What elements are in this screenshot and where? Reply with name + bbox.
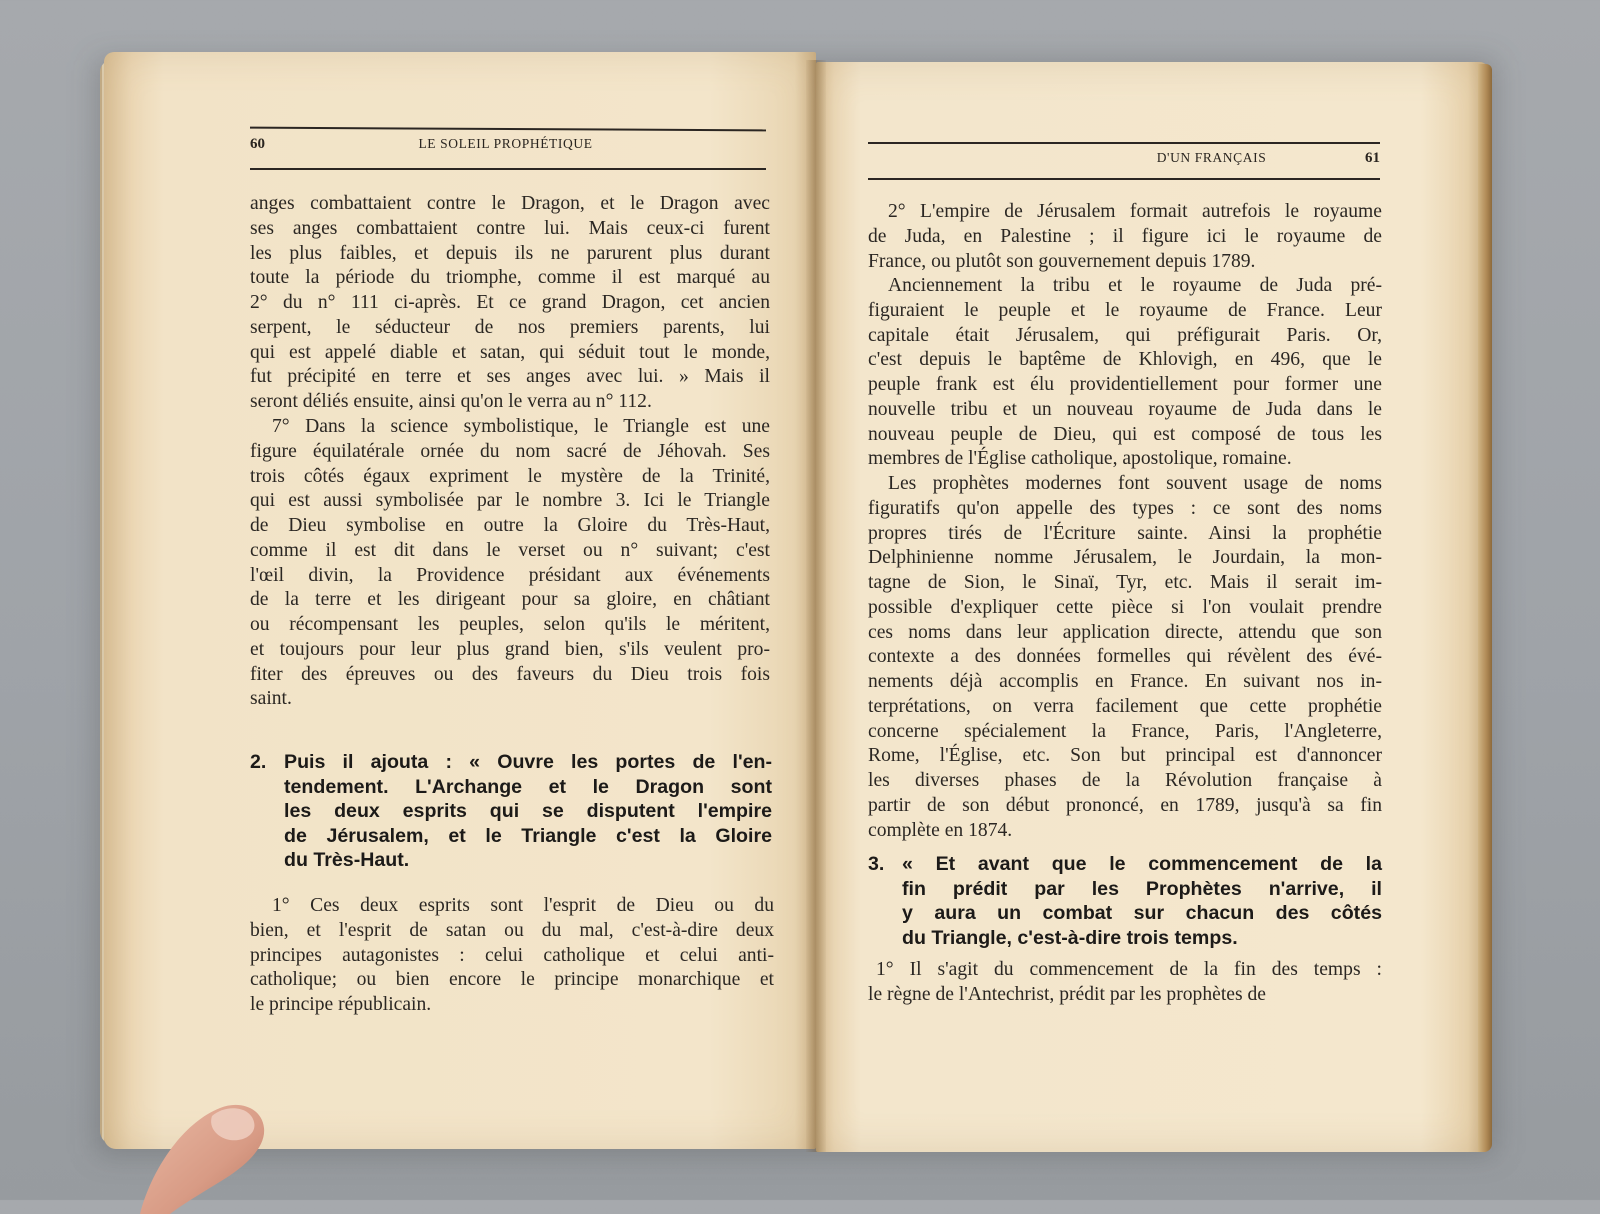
text-line: 2° du n° 111 ci-après. Et ce grand Dragon, cet ancien bbox=[250, 292, 770, 313]
right-paragraph-1-lines bbox=[868, 200, 1382, 274]
text-line: tagne de Sion, le Sinaï, Tyr, etc. Mais il serait im- bbox=[868, 572, 1382, 593]
text-line: saint. bbox=[250, 688, 292, 710]
right-paragraph-4 bbox=[868, 958, 1382, 1008]
text-line: du Très-Haut. bbox=[284, 849, 410, 871]
text-line: contexte a des données formelles qui révèlent des évé- bbox=[868, 646, 1382, 668]
text-line: c'est depuis le baptême de Khlovigh, en 496, que le bbox=[868, 349, 1382, 371]
left-paragraph-1 bbox=[250, 192, 770, 415]
text-line: nouvelle tribu et un nouveau royaume de Juda dans le bbox=[868, 398, 1382, 420]
right-verse-block bbox=[868, 852, 1382, 950]
right-paragraph-3 bbox=[868, 472, 1382, 843]
left-paragraph-3 bbox=[250, 894, 774, 1018]
left-verse-number: 2. bbox=[250, 751, 267, 773]
right-paragraph-4-lines bbox=[868, 958, 1382, 1008]
text-line: le règne de l'Antechrist, prédit par les prophètes de bbox=[868, 983, 1266, 1005]
text-line: Rome, l'Église, etc. Son but principal est d'annoncer bbox=[868, 745, 1382, 767]
right-verse-number: 3. bbox=[868, 853, 885, 875]
text-line: trois côtés égaux expriment le mystère de la Trinité, bbox=[250, 465, 770, 487]
text-line: complète en 1874. bbox=[868, 819, 1013, 841]
text-line: de Dieu symbolise en outre la Gloire du Très-Haut, bbox=[250, 515, 770, 536]
text-line: nouveau peuple de Dieu, qui est composé de tous les bbox=[868, 423, 1382, 445]
left-running-title: LE SOLEIL PROPHÉTIQUE bbox=[418, 136, 593, 151]
text-line: fiter des épreuves ou des faveurs du Dieu trois fois bbox=[250, 663, 770, 685]
text-line: Anciennement la tribu et le royaume de Juda pré- bbox=[888, 275, 1382, 296]
text-line: Les prophètes modernes font souvent usage de noms bbox=[888, 473, 1382, 494]
left-paragraph-2 bbox=[250, 415, 770, 712]
left-paragraph-3-lines bbox=[250, 894, 774, 1018]
right-header-rule-top bbox=[868, 142, 1380, 144]
text-line: « Et avant que le commencement de la bbox=[902, 853, 1382, 875]
left-verse-block bbox=[250, 750, 772, 873]
text-line: ces noms dans leur application directe, attendu que son bbox=[868, 621, 1382, 643]
text-line: qui est aussi symbolisée par le nombre 3. Ici le Triangle bbox=[250, 490, 770, 512]
text-line: propres tirés de l'Écriture sainte. Ainsi la prophétie bbox=[868, 522, 1382, 544]
text-line: 1° Ces deux esprits sont l'esprit de Dieu ou du bbox=[272, 895, 774, 916]
text-line: ou récompensant les peuples, selon qu'ils le méritent, bbox=[250, 614, 770, 635]
right-running-title: D'UN FRANÇAIS bbox=[1156, 150, 1267, 165]
text-line: concerne spécialement la France, Paris, l'Angleterre, bbox=[868, 720, 1382, 742]
text-line: figure équilatérale ornée du nom sacré de Jéhovah. Ses bbox=[250, 440, 770, 462]
right-paragraph-3-lines bbox=[868, 472, 1382, 843]
text-line: 2° L'empire de Jérusalem formait autrefois le royaume bbox=[888, 201, 1382, 222]
text-line: fin prédit par les Prophètes n'arrive, il bbox=[902, 877, 1382, 900]
text-line: les plus faibles, et depuis ils ne parurent plus durant bbox=[250, 242, 770, 264]
text-line: membres de l'Église catholique, apostolique, romaine. bbox=[868, 448, 1292, 470]
text-line: ses anges combattaient contre lui. Mais ceux-ci furent bbox=[250, 217, 770, 239]
text-line: toute la période du triomphe, comme il est marqué au bbox=[250, 267, 770, 289]
text-line: catholique; ou bien encore le principe monarchique et bbox=[250, 969, 774, 991]
left-running-head bbox=[250, 136, 766, 153]
left-paragraph-1-lines bbox=[250, 192, 770, 415]
text-line: 7° Dans la science symbolistique, le Triangle est une bbox=[272, 416, 770, 437]
text-line: principes autagonistes : celui catholique et celui anti- bbox=[250, 944, 774, 966]
left-verse-lines bbox=[250, 750, 772, 873]
text-line: partir de son début prononcé, en 1789, jusqu'à sa fin bbox=[868, 794, 1382, 816]
left-paragraph-2-lines bbox=[250, 415, 770, 712]
text-line: les deux esprits qui se disputent l'empire bbox=[284, 800, 772, 822]
book-gutter bbox=[806, 60, 826, 1152]
text-line: y aura un combat sur chacun des côtés bbox=[902, 902, 1382, 924]
right-running-head bbox=[868, 150, 1380, 167]
text-line: de Juda, en Palestine ; il figure ici le royaume de bbox=[868, 225, 1382, 247]
text-line: de la terre et les dirigeant pour sa gloire, en châtiant bbox=[250, 589, 770, 611]
text-line: seront déliés ensuite, ainsi qu'on le verra au n° 112. bbox=[250, 391, 652, 412]
text-line: possible d'expliquer cette pièce si l'on voulait prendre bbox=[868, 596, 1382, 618]
text-line: du Triangle, c'est-à-dire trois temps. bbox=[902, 926, 1238, 949]
text-line: 1° Il s'agit du commencement de la fin des temps : bbox=[876, 959, 1382, 980]
text-line: capitale était Jérusalem, qui préfigurait Paris. Or, bbox=[868, 324, 1382, 346]
text-line: France, ou plutôt son gouvernement depuis 1789. bbox=[868, 250, 1256, 272]
book-cover-edge-right bbox=[1478, 64, 1492, 1152]
text-line: tendement. L'Archange et le Dragon sont bbox=[284, 775, 772, 798]
text-line: Delphinienne nomme Jérusalem, le Jourdain, la mon- bbox=[868, 547, 1382, 569]
text-line: qui est appelé diable et satan, qui séduit tout le monde, bbox=[250, 341, 770, 363]
right-paragraph-1 bbox=[868, 200, 1382, 274]
text-line: peuple frank est élu providentiellement pour former une bbox=[868, 374, 1382, 395]
thumb-image bbox=[140, 1094, 270, 1214]
right-verse-lines bbox=[868, 852, 1382, 950]
text-line: les diverses phases de la Révolution française à bbox=[868, 770, 1382, 791]
text-line: anges combattaient contre le Dragon, et le Dragon avec bbox=[250, 193, 770, 214]
text-line: terprétations, on verra facilement que cette prophétie bbox=[868, 695, 1382, 717]
text-line: le principe républicain. bbox=[250, 994, 432, 1015]
text-line: bien, et l'esprit de satan ou du mal, c'est-à-dire deux bbox=[250, 919, 774, 941]
text-line: comme il est dit dans le verset ou n° suivant; c'est bbox=[250, 539, 770, 561]
right-header-rule-bottom bbox=[868, 178, 1380, 180]
text-line: et toujours pour leur plus grand bien, s'ils veulent pro- bbox=[250, 638, 770, 660]
text-line: nements déjà accomplis en France. En suivant nos in- bbox=[868, 671, 1382, 692]
text-line: Puis il ajouta : « Ouvre les portes de l'en- bbox=[284, 751, 772, 773]
text-line: figuratifs qu'on appelle des types : ce sont des noms bbox=[868, 497, 1382, 519]
text-line: serpent, le séducteur de nos premiers parents, lui bbox=[250, 316, 770, 338]
left-header-rule-bottom bbox=[250, 168, 766, 170]
text-line: l'œil divin, la Providence présidant aux événements bbox=[250, 564, 770, 586]
right-page-number: 61 bbox=[1365, 150, 1380, 166]
right-paragraph-2-lines bbox=[868, 274, 1382, 472]
right-paragraph-2 bbox=[868, 274, 1382, 472]
text-line: de Jérusalem, et le Triangle c'est la Gloire bbox=[284, 824, 772, 847]
left-page-number: 60 bbox=[250, 136, 265, 152]
text-line: fut précipité en terre et ses anges avec lui. » Mais il bbox=[250, 366, 770, 388]
text-line: figuraient le peuple et le royaume de France. Leur bbox=[868, 299, 1382, 321]
